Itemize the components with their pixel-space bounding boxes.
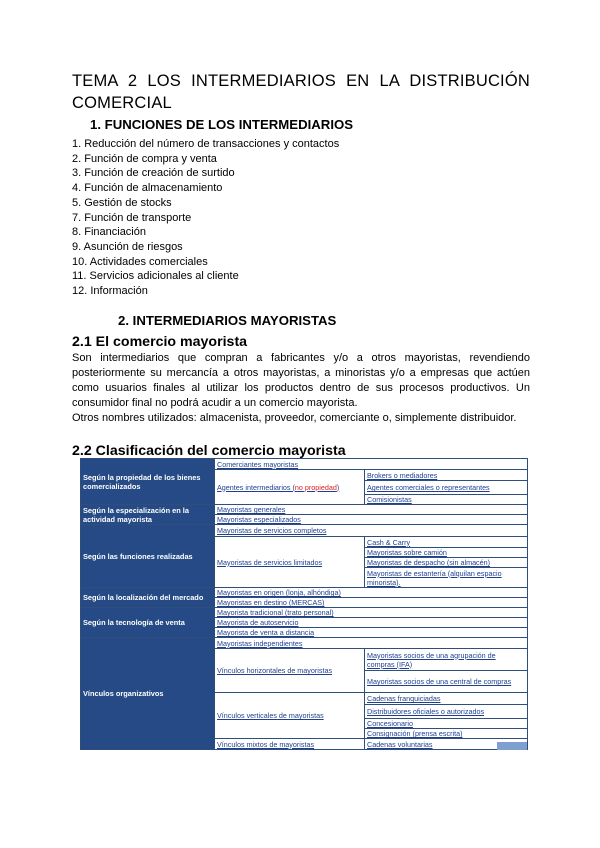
cell-sobre-camion[interactable]: Mayoristas sobre camión [365,548,528,558]
list-item: 7. Función de transporte [72,211,192,224]
cell-servicios-limitados[interactable]: Mayoristas de servicios limitados [215,537,365,588]
other-names-paragraph: Otros nombres utilizados: almacenista, proveedor, comerciante o, simplemente distribuidor. [72,411,517,424]
cell-concesionario[interactable]: Concesionario [365,719,528,729]
criterion-tecnologia: Según la tecnología de venta [81,608,215,638]
cell-destino[interactable]: Mayoristas en destino (MERCAS) [215,598,528,608]
cell-especializados[interactable]: Mayoristas especializados [215,515,528,525]
list-item: 8. Financiación [72,226,146,239]
classification-table [80,458,528,750]
subsection-2-1-heading: 2.1 El comercio mayorista [72,333,248,350]
cell-tradicional[interactable]: Mayorista tradicional (trato personal) [215,608,528,618]
cell-brokers[interactable]: Brokers o mediadores [365,470,528,481]
section2-heading: 2. INTERMEDIARIOS MAYORISTAS [118,312,337,328]
section1-heading: 1. FUNCIONES DE LOS INTERMEDIARIOS [90,117,354,132]
cell-consignacion[interactable]: Consignación (prensa escrita) [365,729,528,739]
list-item: 2. Función de compra y venta [72,152,217,165]
cell-socios-central[interactable]: Mayoristas socios de una central de compras [365,671,528,693]
criterion-vinculos: Vínculos organizativos [81,638,215,750]
cell-oficiales[interactable]: Distribuidores oficiales o autorizados [365,705,528,719]
cell-despacho[interactable]: Mayoristas de despacho (sin almacén) [365,558,528,568]
cell-comerciantes[interactable]: Comerciantes mayoristas [215,459,528,470]
list-item: 3. Función de creación de surtido [72,167,235,180]
list-item: 5. Gestión de stocks [72,196,172,209]
agentes-label: Agentes intermediarios ( [217,482,295,492]
agentes-close: ) [336,482,340,492]
list-item: 10. Actividades comerciales [72,255,208,268]
cell-socios-ifa[interactable]: Mayoristas socios de una agrupación de compras (IFA) [365,649,528,671]
cell-estanteria[interactable]: Mayoristas de estantería (alquilan espacio minorista). [365,568,528,588]
cell-voluntarias[interactable]: Cadenas voluntarias [365,739,528,750]
cell-cash-carry[interactable]: Cash & Carry [365,537,528,548]
no-propiedad-label: no propiedad [294,482,337,492]
criterion-especializacion: Según la especialización en la actividad mayorista [81,505,215,525]
functions-list [72,137,530,299]
cell-horizontales[interactable]: Vínculos horizontales de mayoristas [215,649,365,693]
cell-independientes[interactable]: Mayoristas independientes [215,638,528,649]
cell-distancia[interactable]: Mayorista de venta a distancia [215,628,528,638]
criterion-propiedad: Según la propiedad de los bienes comercializados [81,459,215,505]
cell-comisionistas[interactable]: Comisionistas [365,495,528,505]
table-corner-bar [497,742,527,750]
list-item: 12. Información [72,285,148,298]
list-item: 9. Asunción de riesgos [72,240,183,253]
criterion-localizacion: Según la localización del mercado [81,588,215,608]
cell-generales[interactable]: Mayoristas generales [215,505,528,515]
cell-mixtos[interactable]: Vínculos mixtos de mayoristas [215,739,365,750]
list-item: 11. Servicios adicionales al cliente [72,270,239,283]
criterion-funciones: Según las funciones realizadas [81,525,215,588]
cell-franquiciadas[interactable]: Cadenas franquiciadas [365,693,528,705]
subsection-2-2-heading: 2.2 Clasificación del comercio mayorista [72,442,346,459]
cell-agentes-intermediarios[interactable] [215,470,365,505]
list-item: 4. Función de almacenamiento [72,182,223,195]
cell-representantes[interactable]: Agentes comerciales o representantes [365,481,528,495]
document-title: TEMA 2 LOS INTERMEDIARIOS EN LA DISTRIBUCIÓN COMERCIAL [72,72,530,112]
document-page [72,70,530,460]
cell-servicios-completos[interactable]: Mayoristas de servicios completos [215,525,528,537]
wholesale-definition-paragraph: Son intermediarios que compran a fabricantes y/o a otros mayoristas, revendiendo posteriormente su mercancía a otros mayoristas, a minoristas y/o a empresas que actúen como usuarios finales al utilizar los productos dentro de sus procesos productivos. Un consumidor final no podrá acudir a un comercio mayorista. [72,351,530,409]
list-item: 1. Reducción del número de transacciones y contactos [72,138,340,150]
cell-origen[interactable]: Mayoristas en origen (lonja, alhóndiga) [215,588,528,598]
cell-autoservicio[interactable]: Mayorista de autoservicio [215,618,528,628]
cell-verticales[interactable]: Vínculos verticales de mayoristas [215,693,365,739]
